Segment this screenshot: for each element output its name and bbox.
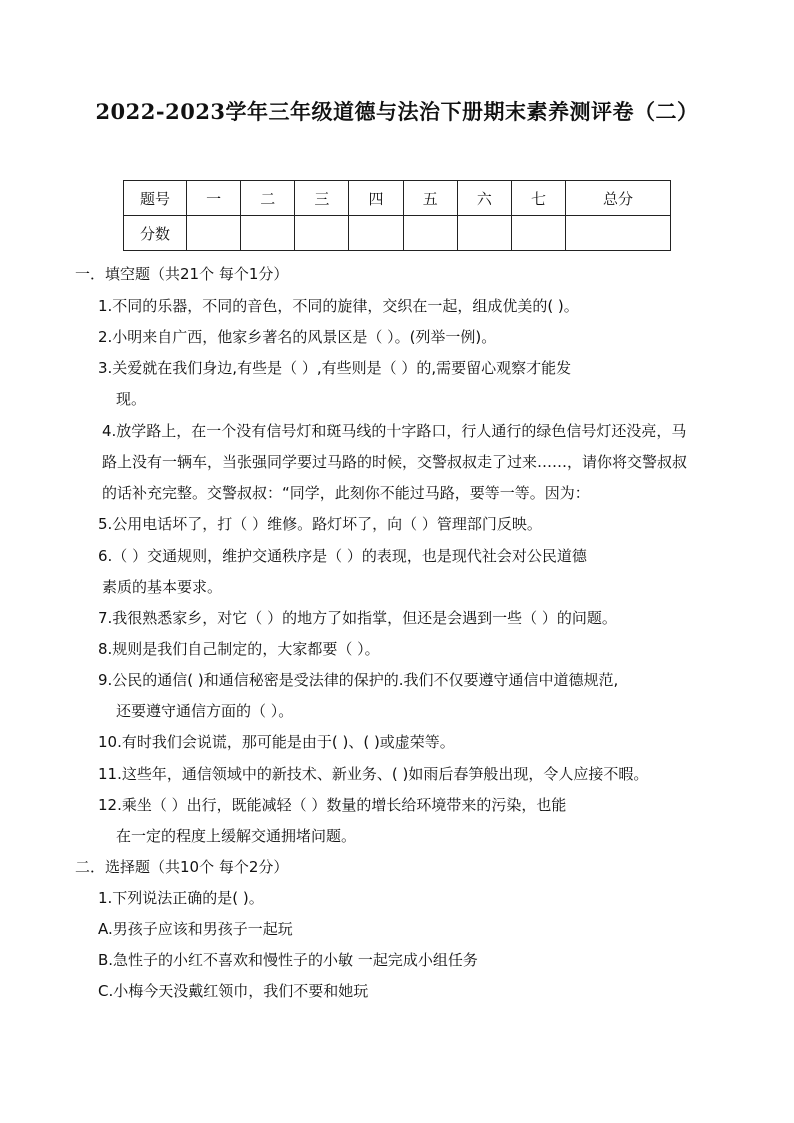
- question-text: 的话补充完整。交警叔叔：“同学，此刻你不能过马路，要等一等。因为：: [102, 484, 590, 502]
- question-text: 素质的基本要求。: [102, 578, 223, 596]
- question-text: 7.我很熟悉家乡，对它（ ）的地方了如指掌，但还是会遇到一些（ ）的问题。: [98, 609, 617, 627]
- question-text: 在一定的程度上缓解交通拥堵问题。: [116, 827, 357, 845]
- section-heading: 一．填空题（共21个 每个1分）: [75, 265, 289, 283]
- question-text: 5.公用电话坏了，打（ ）维修。路灯坏了，向（ ）管理部门反映。: [98, 515, 542, 533]
- question-text: 8.规则是我们自己制定的，大家都要（ ）。: [98, 640, 380, 658]
- table-cell: 三: [295, 181, 349, 216]
- score-input-cell[interactable]: [457, 216, 511, 251]
- table-cell: 六: [457, 181, 511, 216]
- score-input-cell[interactable]: [187, 216, 241, 251]
- question-text: 1.下列说法正确的是( )。: [98, 889, 264, 907]
- score-table-header-row: [124, 181, 671, 216]
- score-input-cell[interactable]: [349, 216, 403, 251]
- question-text: 6.（ ）交通规则，维护交通秩序是（ ）的表现，也是现代社会对公民道德: [98, 547, 587, 565]
- score-input-cell[interactable]: [511, 216, 565, 251]
- question-text: 3.关爱就在我们身边,有些是（ ）,有些则是（ ）的,需要留心观察才能发: [98, 359, 572, 377]
- score-input-cell[interactable]: [566, 216, 671, 251]
- table-cell: 四: [349, 181, 403, 216]
- table-cell: 总分: [566, 181, 671, 216]
- question-text: 现。: [116, 390, 147, 408]
- table-cell: 分数: [124, 216, 187, 251]
- section-heading: 二．选择题（共10个 每个2分）: [75, 858, 289, 876]
- question-text: 1.不同的乐器，不同的音色，不同的旋律，交织在一起，组成优美的( )。: [98, 297, 579, 315]
- table-cell: 二: [241, 181, 295, 216]
- answer-option: B.急性子的小红不喜欢和慢性子的小敏 一起完成小组任务: [98, 951, 478, 969]
- table-cell: 七: [511, 181, 565, 216]
- question-text: 10.有时我们会说谎，那可能是由于( )、( )或虚荣等。: [98, 733, 455, 751]
- answer-option: C.小梅今天没戴红领巾，我们不要和她玩: [98, 982, 369, 1000]
- table-cell: 一: [187, 181, 241, 216]
- answer-option: A.男孩子应该和男孩子一起玩: [98, 920, 293, 938]
- score-input-cell[interactable]: [403, 216, 457, 251]
- question-text: 2.小明来自广西，他家乡著名的风景区是（ ）。(列举一例)。: [98, 328, 497, 346]
- question-text: 11.这些年，通信领域中的新技术、新业务、( )如雨后春笋般出现，令人应接不暇。: [98, 765, 649, 783]
- table-cell: 题号: [124, 181, 187, 216]
- score-table-score-row: [124, 216, 671, 251]
- question-text: 4.放学路上，在一个没有信号灯和斑马线的十字路口，行人通行的绿色信号灯还没亮，马: [102, 422, 687, 440]
- score-input-cell[interactable]: [241, 216, 295, 251]
- table-cell: 五: [403, 181, 457, 216]
- score-table: [123, 180, 671, 251]
- question-text: 还要遵守通信方面的（ ）。: [116, 702, 294, 720]
- page-title: 2022-2023学年三年级道德与法治下册期末素养测评卷（二）: [95, 99, 699, 124]
- question-text: 路上没有一辆车，当张强同学要过马路的时候，交警叔叔走了过来……，请你将交警叔叔: [102, 453, 688, 471]
- score-input-cell[interactable]: [295, 216, 349, 251]
- question-text: 9.公民的通信( )和通信秘密是受法律的保护的.我们不仅要遵守通信中道德规范,: [98, 671, 619, 689]
- question-text: 12.乘坐（ ）出行，既能减轻（ ）数量的增长给环境带来的污染，也能: [98, 796, 567, 814]
